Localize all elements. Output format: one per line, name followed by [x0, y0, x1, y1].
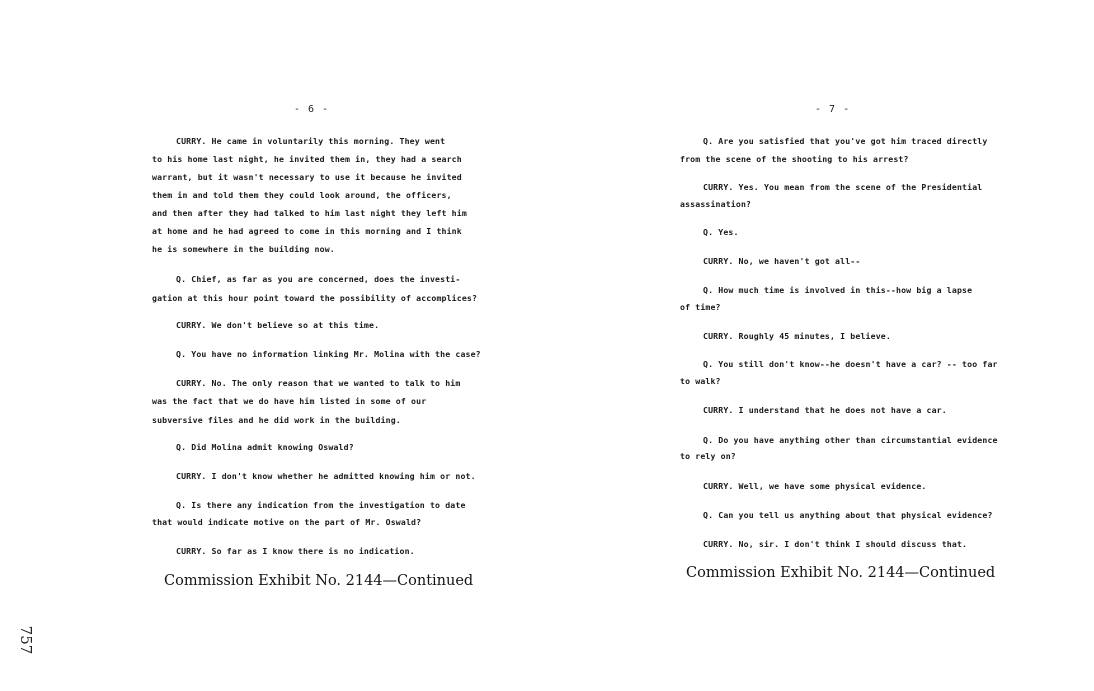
- transcript-line: CURRY. Yes. You mean from the scene of the Presidential: [703, 182, 983, 192]
- transcript-line: CURRY. I don't know whether he admitted knowing him or not.: [176, 471, 476, 481]
- transcript-line: Q. Can you tell us anything about that physical evidence?: [703, 510, 993, 520]
- transcript-line: to his home last night, he invited them in, they had a search: [152, 154, 462, 164]
- transcript-line: Q. Do you have anything other than circumstantial evidence: [703, 435, 998, 445]
- transcript-line: Q. Are you satisfied that you've got him traced directly: [703, 136, 988, 146]
- transcript-line: and then after they had talked to him last night they left him: [152, 208, 467, 218]
- transcript-line: subversive files and he did work in the building.: [152, 415, 401, 425]
- page-number: - 7 -: [815, 104, 851, 115]
- transcript-line: CURRY. He came in voluntarily this morning. They went: [176, 136, 446, 146]
- transcript-line: at home and he had agreed to come in this morning and I think: [152, 226, 462, 236]
- transcript-line: CURRY. Well, we have some physical evidence.: [703, 481, 927, 491]
- transcript-line: warrant, but it wasn't necessary to use it because he invited: [152, 172, 462, 182]
- transcript-line: Q. You still don't know--he doesn't have a car? -- too far: [703, 359, 998, 369]
- side-page-number: [16, 620, 36, 660]
- transcript-line: assassination?: [680, 199, 752, 209]
- transcript-line: he is somewhere in the building now.: [152, 244, 335, 254]
- transcript-line: them in and told them they could look around, the officers,: [152, 190, 452, 200]
- transcript-line: that would indicate motive on the part of Mr. Oswald?: [152, 517, 422, 527]
- transcript-line: to walk?: [680, 376, 721, 386]
- transcript-line: Q. Chief, as far as you are concerned, does the investi-: [176, 274, 461, 284]
- transcript-line: Q. Yes.: [703, 227, 739, 237]
- transcript-line: CURRY. No, sir. I don't think I should discuss that.: [703, 539, 968, 549]
- transcript-line: CURRY. Roughly 45 minutes, I believe.: [703, 331, 891, 341]
- transcript-line: CURRY. No, we haven't got all--: [703, 256, 861, 266]
- exhibit-caption: Commission Exhibit No. 2144—Continued: [164, 573, 474, 589]
- side-page-number-text: 757: [17, 625, 35, 655]
- transcript-line: Q. You have no information linking Mr. Molina with the case?: [176, 349, 481, 359]
- transcript-line: CURRY. I understand that he does not have a car.: [703, 405, 947, 415]
- transcript-line: Q. How much time is involved in this--how big a lapse: [703, 285, 973, 295]
- transcript-line: CURRY. We don't believe so at this time.: [176, 320, 380, 330]
- transcript-line: to rely on?: [680, 451, 736, 461]
- right-page: [547, 0, 1094, 691]
- transcript-line: Q. Did Molina admit knowing Oswald?: [176, 442, 354, 452]
- transcript-line: was the fact that we do have him listed in some of our: [152, 396, 427, 406]
- transcript-line: from the scene of the shooting to his arrest?: [680, 154, 909, 164]
- page-number: - 6 -: [294, 104, 330, 115]
- transcript-line: CURRY. No. The only reason that we wanted to talk to him: [176, 378, 461, 388]
- transcript-line: Q. Is there any indication from the investigation to date: [176, 500, 466, 510]
- transcript-line: gation at this hour point toward the possibility of accomplices?: [152, 293, 478, 303]
- exhibit-caption: Commission Exhibit No. 2144—Continued: [686, 565, 996, 581]
- transcript-line: of time?: [680, 302, 721, 312]
- transcript-line: CURRY. So far as I know there is no indication.: [176, 546, 415, 556]
